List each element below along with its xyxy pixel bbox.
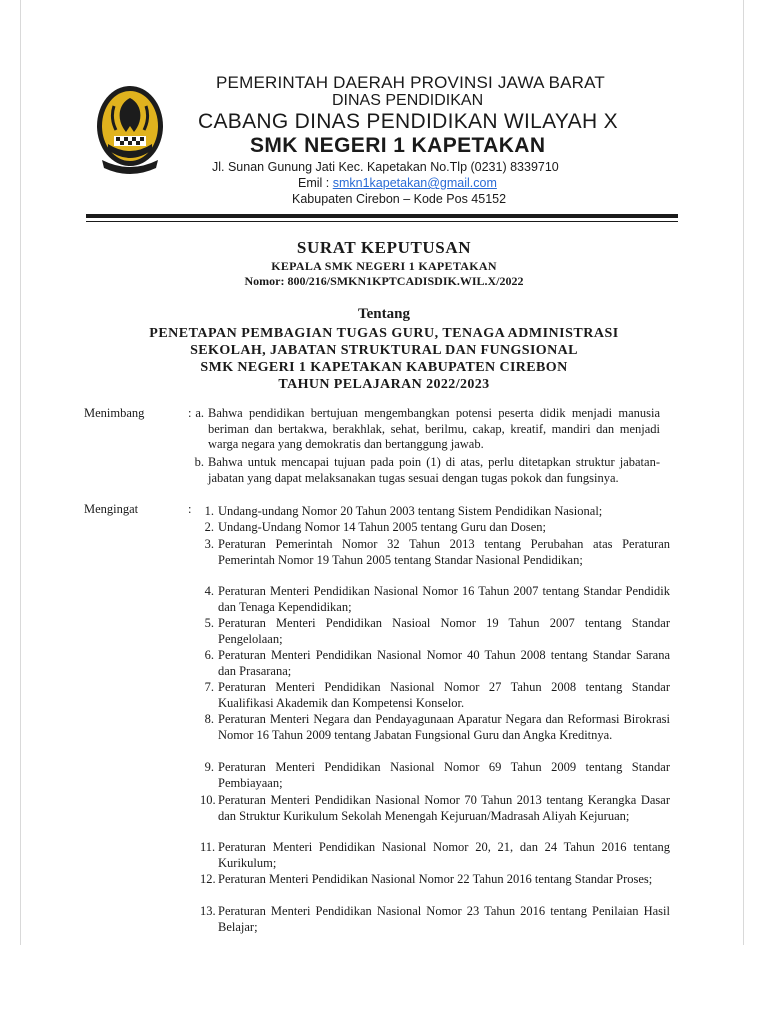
- letterhead-agency: DINAS PENDIDIKAN: [332, 92, 484, 109]
- item-marker: 9.: [204, 760, 214, 774]
- item-marker: 13.: [200, 904, 216, 918]
- item-text: Undang-undang Nomor 20 Tahun 2003 tentang Sistem Pendidikan Nasional;: [218, 504, 603, 518]
- item-text: Peraturan Menteri Pendidikan Nasional Nomor 40 Tahun 2008 tentang Standar Sarana dan Prasarana;: [218, 648, 670, 678]
- item-text: Undang-Undang Nomor 14 Tahun 2005 tentang Guru dan Dosen;: [218, 520, 547, 534]
- item-text: Peraturan Menteri Pendidikan Nasional Nomor 27 Tahun 2008 tentang Standar Kualifikasi Akademik dan Kompetensi Konselor.: [218, 680, 670, 710]
- item-marker: a.: [195, 406, 204, 420]
- document-heading: SURAT KEPUTUSAN: [296, 238, 472, 257]
- subject-line: SMK NEGERI 1 KAPETAKAN KABUPATEN CIREBON: [200, 360, 568, 375]
- menimbang-label: Menimbang: [84, 406, 145, 420]
- letterhead-branch: CABANG DINAS PENDIDIKAN WILAYAH X: [198, 110, 618, 133]
- subject-line: TAHUN PELAJARAN 2022/2023: [278, 377, 490, 392]
- mengingat-colon: :: [188, 502, 192, 516]
- letterhead-city: Kabupaten Cirebon – Kode Pos 45152: [292, 192, 507, 206]
- west-java-emblem-icon: [94, 84, 166, 178]
- item-marker: 6.: [204, 648, 214, 662]
- item-marker: 12.: [200, 872, 216, 886]
- email-link[interactable]: smkn1kapetakan@gmail.com: [332, 176, 497, 190]
- item-text: Peraturan Menteri Pendidikan Nasional Nomor 69 Tahun 2009 tentang Standar Pembiayaan;: [218, 760, 670, 790]
- item-text: Peraturan Menteri Pendidikan Nasional Nomor 22 Tahun 2016 tentang Standar Proses;: [218, 872, 653, 886]
- item-text: Bahwa untuk mencapai tujuan pada poin (1) di atas, perlu ditetapkan struktur jabatan-jabatan yang dapat melaksanakan tugas sesuai dengan tugas pokok dan fungsinya.: [208, 455, 660, 485]
- item-marker: b.: [194, 455, 204, 469]
- item-marker: 5.: [204, 616, 214, 630]
- item-marker: 10.: [200, 793, 216, 807]
- document-number: Nomor: 800/216/SMKN1KPTCADISDIK.WIL.X/2022: [244, 274, 524, 288]
- letterhead-address: Jl. Sunan Gunung Jati Kec. Kapetakan No.Tlp (0231) 8339710: [212, 160, 559, 174]
- subject-line: PENETAPAN PEMBAGIAN TUGAS GURU, TENAGA ADMINISTRASI: [149, 326, 619, 341]
- letterhead-government: PEMERINTAH DAERAH PROVINSI JAWA BARAT: [216, 73, 606, 92]
- letterhead-school-name: SMK NEGERI 1 KAPETAKAN: [250, 134, 546, 157]
- item-marker: 3.: [204, 537, 214, 551]
- item-text: Bahwa pendidikan bertujuan mengembangkan potensi peserta didik menjadi manusia beriman dan bertakwa, berakhlak, sehat, berilmu, cakap, kreatif, mandiri dan menjadi warga negara yang demokratis dan bertanggung jawab.: [208, 406, 660, 451]
- item-text: Peraturan Menteri Negara dan Pendayagunaan Aparatur Negara dan Reformasi Birokrasi Nomor 16 Tahun 2009 tentang Jabatan Fungsional Guru dan Angka Kreditnya.: [218, 712, 670, 742]
- letterhead-divider-thin: [86, 221, 678, 222]
- mengingat-label: Mengingat: [84, 502, 139, 516]
- item-text: Peraturan Menteri Pendidikan Nasional Nomor 16 Tahun 2007 tentang Standar Pendidik dan Tenaga Kependidikan;: [218, 584, 670, 614]
- subject-line: SEKOLAH, JABATAN STRUKTURAL DAN FUNGSIONAL: [190, 343, 578, 358]
- item-text: Peraturan Menteri Pendidikan Nasioal Nomor 19 Tahun 2007 tentang Standar Pengelolaan;: [218, 616, 670, 646]
- email-label: Emil :: [298, 176, 333, 190]
- item-marker: 8.: [204, 712, 214, 726]
- item-marker: 1.: [204, 504, 214, 518]
- item-marker: 7.: [204, 680, 214, 694]
- menimbang-colon: :: [188, 406, 192, 420]
- item-text: Peraturan Menteri Pendidikan Nasional Nomor 70 Tahun 2013 tentang Kerangka Dasar dan Struktur Kurikulum Sekolah Menengah Kejuruan/Madrasah Aliyah Kejuruan;: [218, 793, 670, 823]
- item-text: Peraturan Menteri Pendidikan Nasional Nomor 20, 21, dan 24 Tahun 2016 tentang Kurikulum;: [218, 840, 670, 870]
- document-issuer: KEPALA SMK NEGERI 1 KAPETAKAN: [271, 259, 497, 273]
- item-text: Peraturan Pemerintah Nomor 32 Tahun 2013 tentang Perubahan atas Peraturan Pemerintah Nomor 19 Tahun 2005 tentang Standar Nasional Pendidikan;: [218, 537, 670, 567]
- item-text: Peraturan Menteri Pendidikan Nasional Nomor 23 Tahun 2016 tentang Penilaian Hasil Belajar;: [218, 904, 670, 934]
- item-marker: 2.: [204, 520, 214, 534]
- letterhead-divider-thick: [86, 214, 678, 218]
- item-marker: 4.: [204, 584, 214, 598]
- item-marker: 11.: [200, 840, 216, 854]
- document-about: Tentang: [358, 306, 410, 322]
- letterhead-email-line: [298, 176, 497, 190]
